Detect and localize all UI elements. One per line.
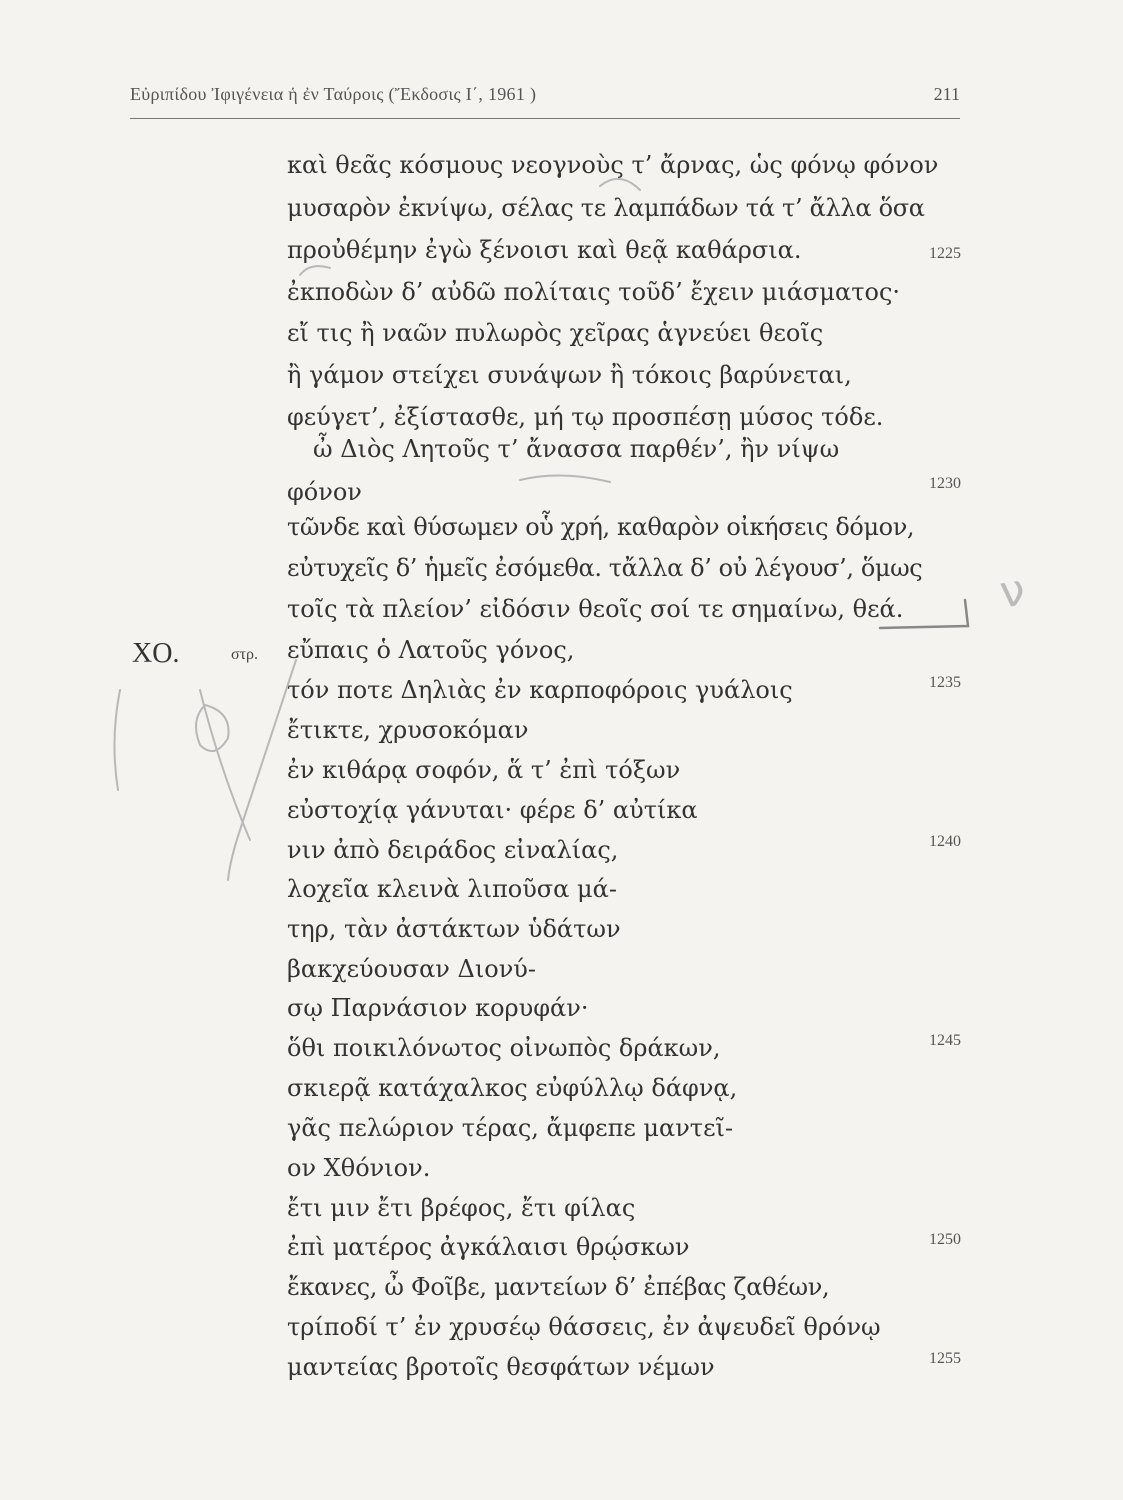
verse-line: σκιερᾷ κατάχαλκος εὐφύλλῳ δάφνᾳ, xyxy=(287,1074,738,1102)
verse-line: ἢ γάμον στείχει συνάψων ἢ τόκοις βαρύνεται, xyxy=(287,361,852,389)
verse-line: τρίποδί τ’ ἐν χρυσέῳ θάσσεις, ἐν ἀψευδεῖ θρόνῳ xyxy=(287,1313,881,1341)
verse-line: ἐκποδὼν δ’ αὐδῶ πολίταις τοῦδ’ ἔχειν μιάσματος· xyxy=(287,278,901,306)
verse-line: σῳ Παρνάσιον κορυφάν· xyxy=(287,994,589,1022)
pencil-curve xyxy=(114,690,120,790)
verse-line: φόνον xyxy=(287,478,362,506)
pencil-squiggle xyxy=(300,266,330,275)
verse-line: ον Χθόνιον. xyxy=(287,1154,431,1182)
verse-line: μαντείας βροτοῖς θεσφάτων νέμων xyxy=(287,1353,715,1381)
verse-line: προὐθέμην ἐγὼ ξένοισι καὶ θεᾷ καθάρσια. xyxy=(287,236,802,264)
line-number: 1240 xyxy=(929,833,961,850)
line-number: 1255 xyxy=(929,1350,961,1367)
verse-line: ἔκανες, ὦ Φοῖβε, μαντείων δ’ ἐπέβας ζαθέων, xyxy=(287,1273,830,1301)
line-number: 1250 xyxy=(929,1231,961,1248)
verse-line: ἔτι μιν ἔτι βρέφος, ἔτι φίλας xyxy=(287,1194,636,1222)
verse-line: γᾶς πελώριον τέρας, ἄμφεπε μαντεῖ- xyxy=(287,1114,734,1142)
verse-line: εἴ τις ἢ ναῶν πυλωρὸς χεῖρας ἁγνεύει θεοῖς xyxy=(287,319,824,347)
verse-line: ὅθι ποικιλόνωτος οἰνωπὸς δράκων, xyxy=(287,1034,721,1062)
pencil-cross-stroke xyxy=(228,660,296,880)
verse-line: ἔτικτε, χρυσοκόμαν xyxy=(287,716,529,744)
verse-line: φεύγετ’, ἐξίστασθε, μή τῳ προσπέσῃ μύσος τόδε. xyxy=(287,403,884,431)
verse-line: τοῖς τὰ πλείον’ εἰδόσιν θεοῖς σοί τε σημαίνω, θεά. xyxy=(287,595,904,623)
verse-line: καὶ θεᾶς κόσμους νεογνοὺς τ’ ἄρνας, ὡς φόνῳ φόνον xyxy=(287,151,939,179)
verse-line: ἐπὶ ματέρος ἀγκάλαισι θρῴσκων xyxy=(287,1233,690,1261)
verse-line: ὦ Διὸς Λητοῦς τ’ ἄνασσα παρθέν’, ἢν νίψω xyxy=(313,435,840,463)
pencil-cross-stroke xyxy=(200,690,250,840)
verse-line: εὐστοχίᾳ γάνυται· φέρε δ’ αὐτίκα xyxy=(287,796,698,824)
verse-line: τῶνδε καὶ θύσωμεν οὗ χρή, καθαρὸν οἰκήσεις δόμον, xyxy=(287,513,915,541)
pencil-squiggle xyxy=(600,179,640,190)
strophe-label: στρ. xyxy=(231,646,259,663)
pencil-circle xyxy=(196,705,229,751)
header-title: Εὐριπίδου Ἰφιγένεια ἡ ἐν Ταύροις (Ἔκδοσις Ι΄, 1961 ) xyxy=(130,84,537,104)
verse-line: νιν ἀπὸ δειράδος εἰναλίας, xyxy=(287,836,619,864)
verse-line: εὔπαις ὁ Λατοῦς γόνος, xyxy=(287,636,575,664)
verse-line: λοχεῖα κλεινὰ λιποῦσα μά- xyxy=(287,875,617,903)
verse-line: τόν ποτε Δηλιὰς ἐν καρποφόροις γυάλοις xyxy=(287,676,793,704)
pencil-squiggle xyxy=(520,475,610,482)
pencil-margin-note: ν xyxy=(996,564,1029,619)
verse-line: ἐν κιθάρᾳ σοφόν, ἅ τ’ ἐπὶ τόξων xyxy=(287,756,681,784)
page-number: 211 xyxy=(933,84,960,104)
running-header xyxy=(130,78,960,119)
line-number: 1245 xyxy=(929,1032,961,1049)
verse-line: εὐτυχεῖς δ’ ἡμεῖς ἐσόμεθα. τἄλλα δ’ οὐ λέγουσ’, ὅμως xyxy=(287,554,923,582)
line-number: 1225 xyxy=(929,245,961,262)
line-number: 1230 xyxy=(929,475,961,492)
verse-line: μυσαρὸν ἐκνίψω, σέλας τε λαμπάδων τά τ’ ἄλλα ὅσα xyxy=(287,194,925,222)
verse-line: βακχεύουσαν Διονύ- xyxy=(287,955,536,983)
line-number: 1235 xyxy=(929,674,961,691)
speaker-label: ΧΟ. xyxy=(132,638,180,669)
verse-line: τηρ, τὰν ἀστάκτων ὑδάτων xyxy=(287,915,621,943)
